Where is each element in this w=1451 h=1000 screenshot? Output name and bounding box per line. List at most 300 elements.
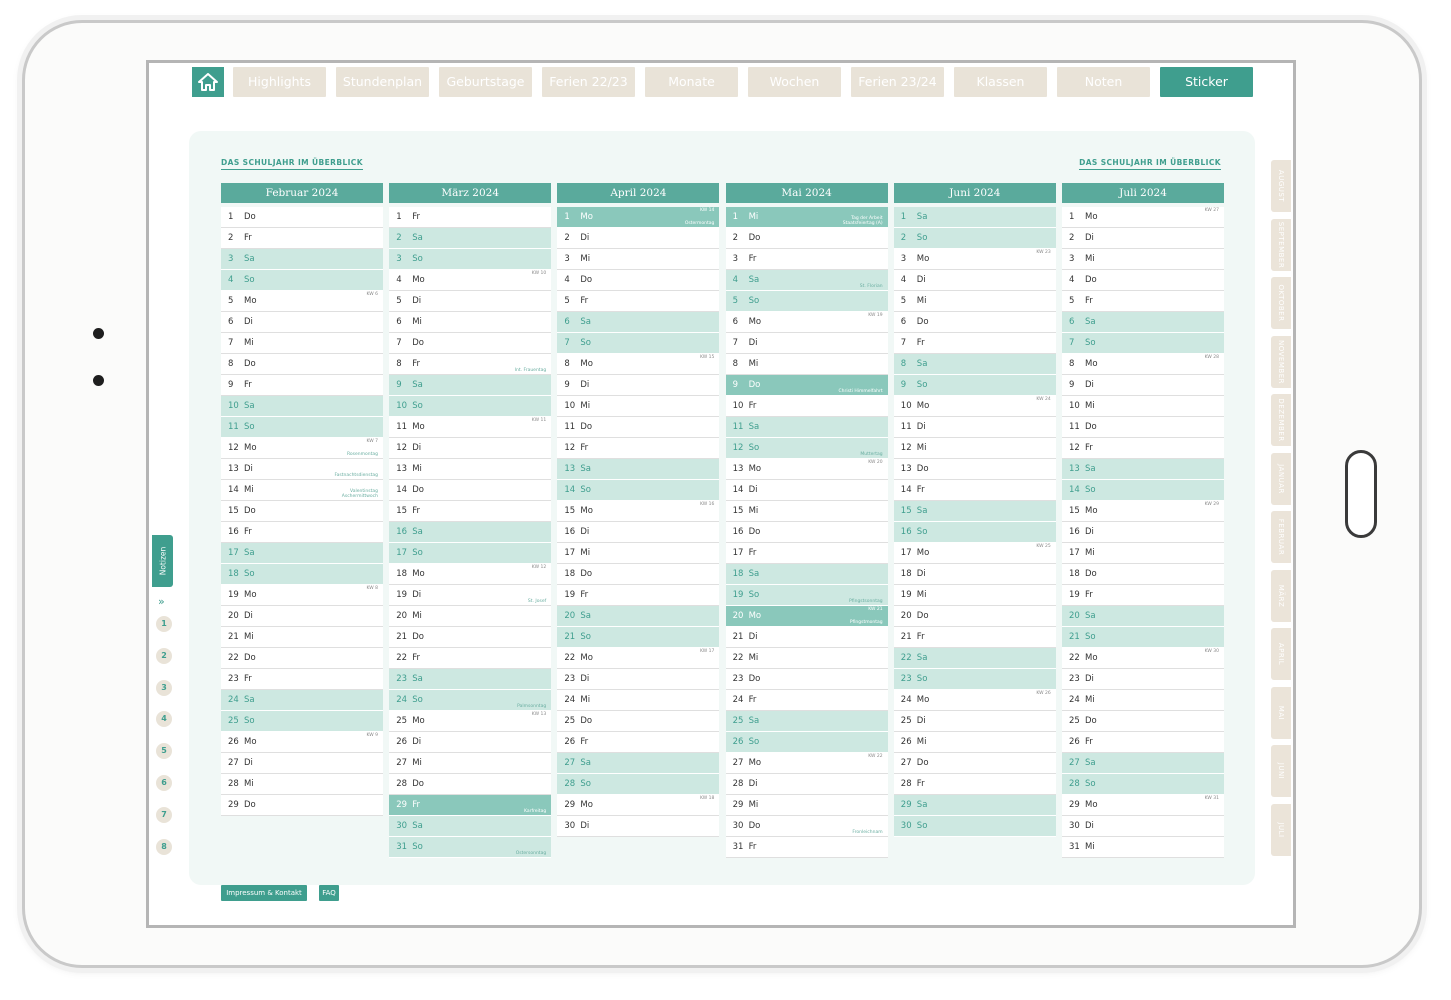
day-row[interactable]: [389, 375, 551, 396]
day-row[interactable]: [557, 459, 719, 480]
day-row[interactable]: [389, 837, 551, 858]
day-row[interactable]: [221, 627, 383, 648]
day-row[interactable]: [894, 291, 1056, 312]
day-row[interactable]: [221, 543, 383, 564]
side-tab-april[interactable]: [1271, 628, 1291, 680]
day-row[interactable]: [1062, 648, 1224, 669]
day-row[interactable]: [221, 207, 383, 228]
day-row[interactable]: [726, 669, 888, 690]
day-row[interactable]: [389, 480, 551, 501]
weekday-label: So: [748, 443, 760, 453]
side-tab-label: OKTOBER: [1277, 284, 1285, 322]
day-row[interactable]: [1062, 522, 1224, 543]
day-row[interactable]: [389, 249, 551, 270]
weekday-label: Di: [748, 779, 758, 789]
week-number: KW 25: [1036, 544, 1051, 549]
holiday-note: Ostermontag: [684, 221, 715, 226]
day-row[interactable]: [894, 501, 1056, 522]
day-row[interactable]: [557, 228, 719, 249]
weekday-label: Fr: [916, 632, 925, 642]
holiday-note: Palmsonntag: [517, 704, 547, 709]
day-row[interactable]: [557, 669, 719, 690]
day-number: 29: [900, 800, 912, 810]
nav-stundenplan-button[interactable]: Stundenplan: [336, 67, 429, 97]
day-number: 27: [732, 758, 744, 768]
side-tab-juni[interactable]: [1271, 745, 1291, 797]
week-number: KW 31: [1204, 796, 1219, 801]
day-row[interactable]: [894, 207, 1056, 228]
side-tab-september[interactable]: [1271, 219, 1291, 271]
day-number: 8: [1069, 359, 1075, 369]
day-row[interactable]: [726, 690, 888, 711]
day-row[interactable]: [389, 207, 551, 228]
day-row[interactable]: [557, 249, 719, 270]
day-row[interactable]: [389, 312, 551, 333]
day-row[interactable]: [389, 690, 551, 711]
day-row[interactable]: [221, 774, 383, 795]
weekday-label: Mi: [1085, 401, 1095, 411]
day-row[interactable]: [726, 438, 888, 459]
day-row[interactable]: [1062, 291, 1224, 312]
day-row[interactable]: [726, 207, 888, 228]
day-row[interactable]: [389, 711, 551, 732]
nav-sticker-button[interactable]: Sticker: [1160, 67, 1253, 97]
day-row[interactable]: [221, 291, 383, 312]
day-row[interactable]: [389, 228, 551, 249]
day-row[interactable]: [221, 606, 383, 627]
day-row[interactable]: [1062, 753, 1224, 774]
nav-wochen-button[interactable]: Wochen: [748, 67, 841, 97]
day-row[interactable]: [726, 732, 888, 753]
day-row[interactable]: [221, 501, 383, 522]
weekday-label: Di: [916, 275, 926, 285]
day-number: 28: [228, 779, 239, 789]
side-tab-februar[interactable]: [1271, 511, 1291, 563]
day-row[interactable]: [389, 459, 551, 480]
day-number: 2: [1069, 233, 1075, 243]
day-number: 6: [732, 317, 739, 327]
day-row[interactable]: [726, 627, 888, 648]
nav-geburtstage-button[interactable]: Geburtstage: [439, 67, 532, 97]
page-number-button[interactable]: 5: [156, 743, 172, 759]
day-row[interactable]: [894, 627, 1056, 648]
day-row[interactable]: [389, 291, 551, 312]
day-row[interactable]: [726, 396, 888, 417]
side-tab-januar[interactable]: [1271, 453, 1291, 505]
day-number: 10: [1069, 401, 1080, 411]
day-row[interactable]: [389, 585, 551, 606]
day-row[interactable]: [557, 816, 719, 837]
day-row[interactable]: [1062, 312, 1224, 333]
day-row[interactable]: [1062, 543, 1224, 564]
weekday-label: So: [1085, 632, 1096, 642]
page-number-button[interactable]: 7: [156, 807, 172, 823]
day-number: 17: [1069, 548, 1080, 558]
weekday-label: Sa: [748, 275, 760, 285]
day-row[interactable]: [726, 375, 888, 396]
day-row[interactable]: [1062, 816, 1224, 837]
nav-klassen-button[interactable]: Klassen: [954, 67, 1047, 97]
nav-highlights-button[interactable]: Highlights: [233, 67, 326, 97]
day-row[interactable]: [894, 417, 1056, 438]
day-number: 11: [564, 422, 576, 432]
day-row[interactable]: [894, 543, 1056, 564]
weekday-label: Sa: [916, 212, 928, 222]
day-row[interactable]: [557, 564, 719, 585]
side-tab-august[interactable]: [1271, 160, 1291, 212]
day-row[interactable]: [557, 207, 719, 228]
day-row[interactable]: [726, 564, 888, 585]
day-row[interactable]: [221, 417, 383, 438]
weekday-label: So: [916, 527, 928, 537]
day-row[interactable]: [894, 312, 1056, 333]
day-row[interactable]: [1062, 501, 1224, 522]
day-row[interactable]: [1062, 396, 1224, 417]
page-number-button[interactable]: 8: [156, 839, 172, 855]
day-row[interactable]: [221, 648, 383, 669]
day-row[interactable]: [1062, 249, 1224, 270]
day-row[interactable]: [557, 690, 719, 711]
weekday-label: Sa: [244, 695, 255, 705]
weekday-label: So: [412, 695, 423, 705]
day-row[interactable]: [221, 564, 383, 585]
day-row[interactable]: [557, 480, 719, 501]
day-number: 23: [228, 674, 239, 684]
page-number-button[interactable]: 1: [156, 616, 172, 632]
day-row[interactable]: [894, 816, 1056, 837]
day-row[interactable]: [557, 333, 719, 354]
holiday-note: Int. Frauentag: [514, 368, 547, 373]
day-row[interactable]: [726, 837, 888, 858]
day-row[interactable]: [894, 753, 1056, 774]
day-number: 4: [396, 275, 402, 285]
day-row[interactable]: [557, 753, 719, 774]
day-row[interactable]: [894, 375, 1056, 396]
day-row[interactable]: [221, 711, 383, 732]
weekday-label: Fr: [580, 296, 589, 306]
day-row[interactable]: [389, 606, 551, 627]
day-row[interactable]: [726, 354, 888, 375]
page-number-button[interactable]: 2: [156, 648, 172, 664]
day-row[interactable]: [221, 459, 383, 480]
day-row[interactable]: [1062, 207, 1224, 228]
chevron-down-icon[interactable]: »: [158, 595, 165, 608]
weekday-label: Sa: [580, 317, 591, 327]
day-row[interactable]: [1062, 774, 1224, 795]
day-row[interactable]: [1062, 354, 1224, 375]
day-row[interactable]: [389, 543, 551, 564]
home-button[interactable]: [192, 67, 224, 97]
day-row[interactable]: [221, 333, 383, 354]
day-number: 28: [900, 779, 912, 789]
day-row[interactable]: [726, 816, 888, 837]
page-number-button[interactable]: 6: [156, 775, 172, 791]
day-row[interactable]: [221, 375, 383, 396]
nav-noten-button[interactable]: Noten: [1057, 67, 1150, 97]
day-row[interactable]: [557, 648, 719, 669]
day-row[interactable]: [726, 522, 888, 543]
day-number: 24: [396, 695, 408, 705]
day-row[interactable]: [557, 711, 719, 732]
day-row[interactable]: [894, 396, 1056, 417]
day-row[interactable]: [389, 732, 551, 753]
day-number: 21: [900, 632, 912, 642]
day-row[interactable]: [557, 438, 719, 459]
side-tab-juli[interactable]: [1271, 804, 1291, 856]
day-row[interactable]: [389, 816, 551, 837]
day-row[interactable]: [894, 438, 1056, 459]
day-row[interactable]: [389, 795, 551, 816]
day-row[interactable]: [221, 228, 383, 249]
day-row[interactable]: [726, 753, 888, 774]
day-row[interactable]: [894, 354, 1056, 375]
day-number: 12: [396, 443, 408, 453]
day-number: 18: [564, 569, 576, 579]
notes-tab[interactable]: [152, 535, 173, 587]
day-number: 15: [732, 506, 744, 516]
day-number: 2: [732, 233, 739, 243]
day-row[interactable]: [389, 417, 551, 438]
day-row[interactable]: [389, 270, 551, 291]
day-row[interactable]: [389, 522, 551, 543]
week-number: KW 19: [868, 313, 883, 318]
day-row[interactable]: [557, 522, 719, 543]
weekday-label: Sa: [580, 464, 591, 474]
day-row[interactable]: [557, 795, 719, 816]
side-tab-label: MAI: [1277, 705, 1285, 720]
holiday-note: Tag der Arbeit Staatsfeiertag (A): [842, 216, 883, 226]
weekday-label: Sa: [412, 674, 423, 684]
side-tab-november[interactable]: [1271, 336, 1291, 388]
day-number: 21: [396, 632, 408, 642]
day-row[interactable]: [1062, 480, 1224, 501]
day-row[interactable]: [221, 753, 383, 774]
day-row[interactable]: [894, 564, 1056, 585]
day-row[interactable]: [726, 774, 888, 795]
weekday-label: Do: [412, 485, 424, 495]
day-number: 2: [228, 233, 234, 243]
day-row[interactable]: [894, 690, 1056, 711]
side-tab-märz[interactable]: [1271, 570, 1291, 622]
day-row[interactable]: [726, 501, 888, 522]
day-row[interactable]: [557, 501, 719, 522]
side-tab-oktober[interactable]: [1271, 277, 1291, 329]
day-row[interactable]: [221, 690, 383, 711]
day-row[interactable]: [726, 228, 888, 249]
weekday-label: Sa: [580, 611, 591, 621]
day-row[interactable]: [1062, 270, 1224, 291]
day-row[interactable]: [894, 669, 1056, 690]
day-row[interactable]: [726, 417, 888, 438]
day-row[interactable]: [1062, 417, 1224, 438]
day-row[interactable]: [894, 480, 1056, 501]
weekday-label: Mi: [244, 338, 254, 348]
day-row[interactable]: [1062, 564, 1224, 585]
day-row[interactable]: [389, 774, 551, 795]
day-row[interactable]: [557, 417, 719, 438]
day-row[interactable]: [894, 795, 1056, 816]
day-row[interactable]: [894, 522, 1056, 543]
day-row[interactable]: [389, 501, 551, 522]
day-row[interactable]: [389, 564, 551, 585]
day-row[interactable]: [1062, 669, 1224, 690]
weekday-label: So: [916, 380, 928, 390]
day-row[interactable]: [894, 270, 1056, 291]
day-row[interactable]: [726, 480, 888, 501]
day-number: 21: [564, 632, 576, 642]
day-row[interactable]: [1062, 333, 1224, 354]
week-number: KW 17: [699, 649, 715, 654]
day-row[interactable]: [726, 585, 888, 606]
day-row[interactable]: [221, 585, 383, 606]
day-row[interactable]: [557, 732, 719, 753]
week-number: KW 21: [868, 607, 883, 612]
day-number: 5: [1069, 296, 1075, 306]
day-row[interactable]: [726, 312, 888, 333]
section-title-left: DAS SCHULJAHR IM ÜBERBLICK: [221, 158, 363, 170]
page-number-button[interactable]: 4: [156, 711, 172, 727]
day-row[interactable]: [557, 774, 719, 795]
day-row[interactable]: [221, 396, 383, 417]
month-title: März 2024: [389, 183, 551, 203]
weekday-label: Di: [916, 422, 926, 432]
day-row[interactable]: [1062, 585, 1224, 606]
weekday-label: So: [244, 569, 255, 579]
weekday-label: Di: [412, 737, 422, 747]
day-number: 16: [1069, 527, 1080, 537]
day-row[interactable]: [221, 522, 383, 543]
day-row[interactable]: [726, 291, 888, 312]
day-row[interactable]: [389, 753, 551, 774]
weekday-label: Sa: [748, 422, 760, 432]
day-row[interactable]: [221, 795, 383, 816]
side-tab-mai[interactable]: [1271, 687, 1291, 739]
day-number: 28: [732, 779, 744, 789]
day-row[interactable]: [221, 669, 383, 690]
day-row[interactable]: [1062, 711, 1224, 732]
nav-monate-button[interactable]: Monate: [645, 67, 738, 97]
day-row[interactable]: [1062, 228, 1224, 249]
day-row[interactable]: [1062, 438, 1224, 459]
nav-ferien-23-24-button[interactable]: Ferien 23/24: [851, 67, 944, 97]
day-row[interactable]: [557, 627, 719, 648]
page-number-button[interactable]: 3: [156, 680, 172, 696]
day-row[interactable]: [389, 333, 551, 354]
day-row[interactable]: [894, 606, 1056, 627]
day-row[interactable]: [221, 354, 383, 375]
day-row[interactable]: [726, 648, 888, 669]
day-number: 3: [732, 254, 739, 264]
day-row[interactable]: [389, 648, 551, 669]
day-row[interactable]: [1062, 732, 1224, 753]
side-tab-label: MÄRZ: [1277, 584, 1285, 607]
day-number: 11: [900, 422, 912, 432]
side-tab-label: SEPTEMBER: [1277, 221, 1285, 268]
faq-button[interactable]: FAQ: [319, 885, 339, 901]
week-number: KW 13: [531, 712, 547, 717]
weekday-label: Fr: [748, 401, 757, 411]
day-row[interactable]: [221, 438, 383, 459]
day-row[interactable]: [1062, 837, 1224, 858]
day-row[interactable]: [894, 774, 1056, 795]
impressum-button[interactable]: Impressum & Kontakt: [221, 885, 307, 901]
day-row[interactable]: [1062, 690, 1224, 711]
day-row[interactable]: [389, 669, 551, 690]
top-nav: [149, 63, 1296, 103]
day-row[interactable]: [389, 627, 551, 648]
day-row[interactable]: [894, 585, 1056, 606]
weekday-label: Fr: [580, 443, 589, 453]
weekday-label: Fr: [916, 485, 925, 495]
day-row[interactable]: [894, 648, 1056, 669]
day-row[interactable]: [726, 606, 888, 627]
weekday-label: Mo: [1085, 359, 1098, 369]
weekday-label: So: [916, 233, 928, 243]
day-row[interactable]: [726, 543, 888, 564]
day-row[interactable]: [557, 291, 719, 312]
day-row[interactable]: [726, 270, 888, 291]
day-row[interactable]: [894, 459, 1056, 480]
day-row[interactable]: [557, 270, 719, 291]
day-row[interactable]: [557, 396, 719, 417]
day-row[interactable]: [894, 711, 1056, 732]
day-row[interactable]: [726, 795, 888, 816]
day-row[interactable]: [1062, 795, 1224, 816]
day-row[interactable]: [557, 354, 719, 375]
day-row[interactable]: [726, 333, 888, 354]
day-row[interactable]: [557, 585, 719, 606]
weekday-label: Fr: [412, 506, 420, 516]
day-row[interactable]: [221, 312, 383, 333]
day-row[interactable]: [894, 249, 1056, 270]
day-number: 7: [1069, 338, 1075, 348]
day-row[interactable]: [894, 732, 1056, 753]
day-row[interactable]: [726, 249, 888, 270]
day-row[interactable]: [389, 396, 551, 417]
day-row[interactable]: [389, 438, 551, 459]
day-row[interactable]: [1062, 627, 1224, 648]
day-row[interactable]: [1062, 606, 1224, 627]
day-row[interactable]: [894, 228, 1056, 249]
day-row[interactable]: [557, 543, 719, 564]
weekday-label: Do: [412, 632, 424, 642]
day-row[interactable]: [221, 249, 383, 270]
day-row[interactable]: [557, 375, 719, 396]
day-number: 9: [396, 380, 402, 390]
day-row[interactable]: [557, 606, 719, 627]
day-row[interactable]: [726, 711, 888, 732]
day-row[interactable]: [557, 312, 719, 333]
day-row[interactable]: [389, 354, 551, 375]
day-number: 24: [732, 695, 744, 705]
week-number: KW 22: [868, 754, 883, 759]
side-tab-label: JUNI: [1277, 762, 1285, 780]
day-row[interactable]: [726, 459, 888, 480]
side-tab-dezember[interactable]: [1271, 394, 1291, 446]
day-row[interactable]: [1062, 375, 1224, 396]
camera-dot: [93, 375, 104, 386]
week-number: KW 29: [1204, 502, 1219, 507]
weekday-label: So: [244, 422, 255, 432]
day-row[interactable]: [1062, 459, 1224, 480]
day-row[interactable]: [894, 333, 1056, 354]
day-row[interactable]: [221, 270, 383, 291]
day-row[interactable]: [221, 732, 383, 753]
nav-ferien-22-23-button[interactable]: Ferien 22/23: [542, 67, 635, 97]
day-number: 15: [564, 506, 576, 516]
day-number: 13: [732, 464, 744, 474]
day-row[interactable]: [221, 480, 383, 501]
